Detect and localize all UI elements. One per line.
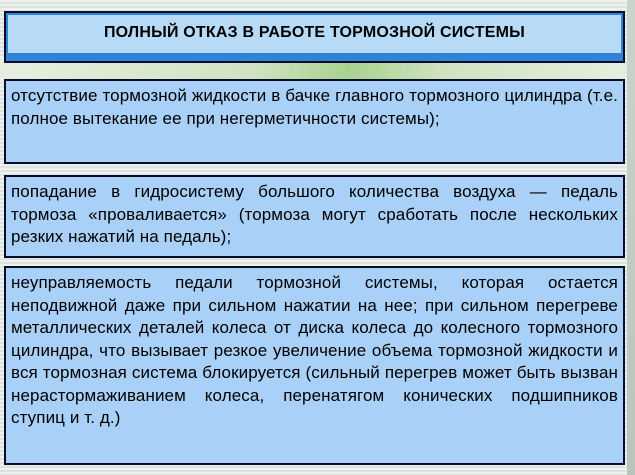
- title-inner: [8, 15, 621, 53]
- text-block-3-content: неуправляемость педали тормозной системы, которая остается неподвижной даже при сильном нажатии на нее; при сильном перегреве металлических деталей колеса от диска колеса до колесного тормозного цилиндра, что вызывает резкое увеличение объема тормозной жидкости и вся тормозная система блокируется (сильный перегрев может быть вызван нерастормаживанием колеса, перенатягом конических подшипников ступиц и т. д.): [11, 273, 618, 427]
- text-block-2: [4, 175, 625, 258]
- slide-right-edge: [627, 0, 635, 475]
- slide-title: ПОЛНЫЙ ОТКАЗ В РАБОТЕ ТОРМОЗНОЙ СИСТЕМЫ: [103, 24, 526, 41]
- text-block-1-content: отсутствие тормозной жидкости в бачке главного тормозного цилиндра (т.е. полное вытекание ее при негерметичности системы);: [11, 86, 618, 128]
- text-block-2-content: попадание в гидросистему большого количества воздуха — педаль тормоза «проваливается» (тормоза могут сработать после нескольких резких нажатий на педаль);: [11, 182, 618, 246]
- text-block-1: [4, 79, 625, 164]
- title-box: [4, 11, 625, 63]
- text-block-3: [4, 266, 625, 465]
